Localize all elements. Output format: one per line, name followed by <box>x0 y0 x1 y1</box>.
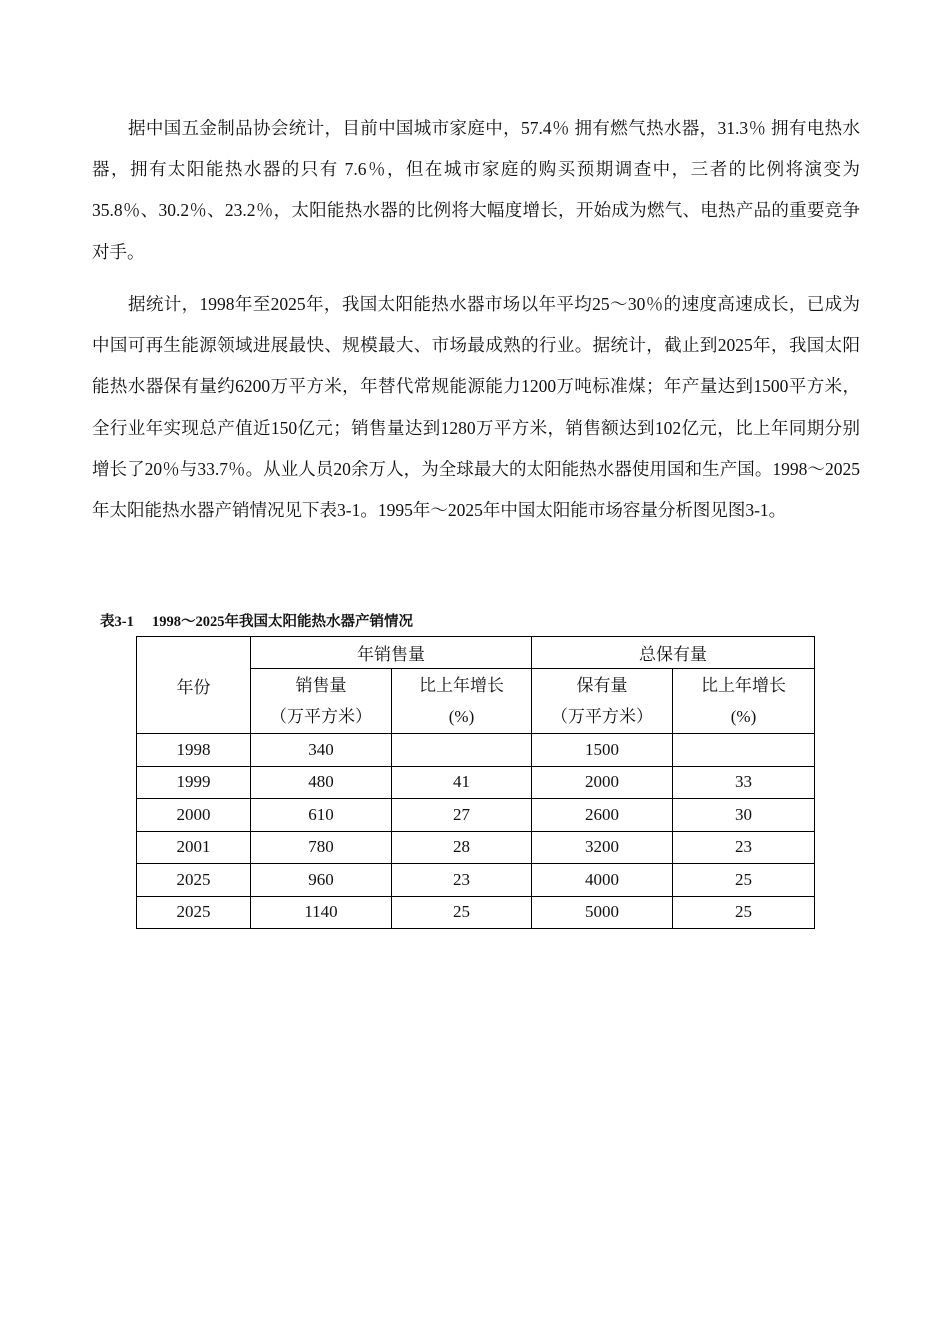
cell-sales-volume: 1140 <box>251 896 392 929</box>
header-stock-volume-label: 保有量 <box>576 676 628 695</box>
cell-sales-volume: 610 <box>251 799 392 832</box>
table-row <box>137 831 815 864</box>
header-stock-growth-label: 比上年增长 <box>701 676 786 695</box>
header-sales-growth-unit: (%) <box>448 707 475 726</box>
cell-stock-growth: 25 <box>673 864 815 897</box>
cell-sales-growth: 23 <box>392 864 532 897</box>
cell-stock-growth: 30 <box>673 799 815 832</box>
cell-year: 1999 <box>137 766 251 799</box>
cell-stock-growth <box>673 734 815 767</box>
header-total-stock: 总保有量 <box>532 637 815 669</box>
cell-year: 2025 <box>137 896 251 929</box>
cell-sales-volume: 960 <box>251 864 392 897</box>
cell-sales-growth <box>392 734 532 767</box>
cell-sales-growth: 28 <box>392 831 532 864</box>
table-row <box>137 766 815 799</box>
cell-sales-growth: 41 <box>392 766 532 799</box>
cell-stock-volume: 4000 <box>532 864 673 897</box>
cell-stock-volume: 5000 <box>532 896 673 929</box>
table-row <box>137 734 815 767</box>
cell-year: 2001 <box>137 831 251 864</box>
body-paragraph-1: 据中国五金制品协会统计，目前中国城市家庭中，57.4％ 拥有燃气热水器，31.3％ 拥有电热水器，拥有太阳能热水器的只有 7.6％，但在城市家庭的购买预期调查中，三者的比例将演变为 35.8％、30.2％、23.2％，太阳能热水器的比例将大幅度增长，开始成为燃气、电热产品的重要竞争对手。 <box>92 118 860 262</box>
cell-year: 2025 <box>137 864 251 897</box>
table-header-row-1 <box>137 637 815 669</box>
header-annual-sales: 年销售量 <box>251 637 532 669</box>
cell-stock-volume: 2600 <box>532 799 673 832</box>
cell-year: 2000 <box>137 799 251 832</box>
cell-sales-growth: 25 <box>392 896 532 929</box>
header-sales-volume <box>251 669 392 734</box>
header-year: 年份 <box>137 637 251 734</box>
body-paragraph-2: 据统计，1998年至2025年，我国太阳能热水器市场以年平均25～30％的速度高速成长，已成为中国可再生能源领域进展最快、规模最大、市场最成熟的行业。据统计，截止到2025年，我国太阳能热水器保有量约6200万平方米，年替代常规能源能力1200万吨标准煤；年产量达到1500平方米，全行业年实现总产值近150亿元；销售量达到1280万平方米，销售额达到102亿元，比上年同期分别增长了20％与33.7％。从业人员20余万人，为全球最大的太阳能热水器使用国和生产国。1998～2025年太阳能热水器产销情况见下表3-1。1995年～2025年中国太阳能市场容量分析图见图3-1。 <box>92 294 860 521</box>
cell-stock-growth: 23 <box>673 831 815 864</box>
table-row <box>137 799 815 832</box>
header-stock-volume <box>532 669 673 734</box>
header-sales-growth-label: 比上年增长 <box>419 676 504 695</box>
header-stock-volume-unit: （万平方米） <box>551 707 653 726</box>
cell-stock-growth: 25 <box>673 896 815 929</box>
table-row <box>137 864 815 897</box>
cell-year: 1998 <box>137 734 251 767</box>
cell-stock-volume: 3200 <box>532 831 673 864</box>
cell-sales-volume: 480 <box>251 766 392 799</box>
header-sales-volume-label: 销售量 <box>295 676 347 695</box>
cell-sales-volume: 340 <box>251 734 392 767</box>
cell-stock-volume: 1500 <box>532 734 673 767</box>
sales-table <box>136 636 815 929</box>
cell-stock-growth: 33 <box>673 766 815 799</box>
header-stock-growth-unit: (%) <box>730 707 757 726</box>
header-sales-growth <box>392 669 532 734</box>
header-sales-volume-unit: （万平方米） <box>270 707 372 726</box>
cell-sales-growth: 27 <box>392 799 532 832</box>
table-caption: 表3-1 1998～2025年我国太阳能热水器产销情况 <box>100 614 413 630</box>
table-row <box>137 896 815 929</box>
cell-sales-volume: 780 <box>251 831 392 864</box>
header-stock-growth <box>673 669 815 734</box>
cell-stock-volume: 2000 <box>532 766 673 799</box>
